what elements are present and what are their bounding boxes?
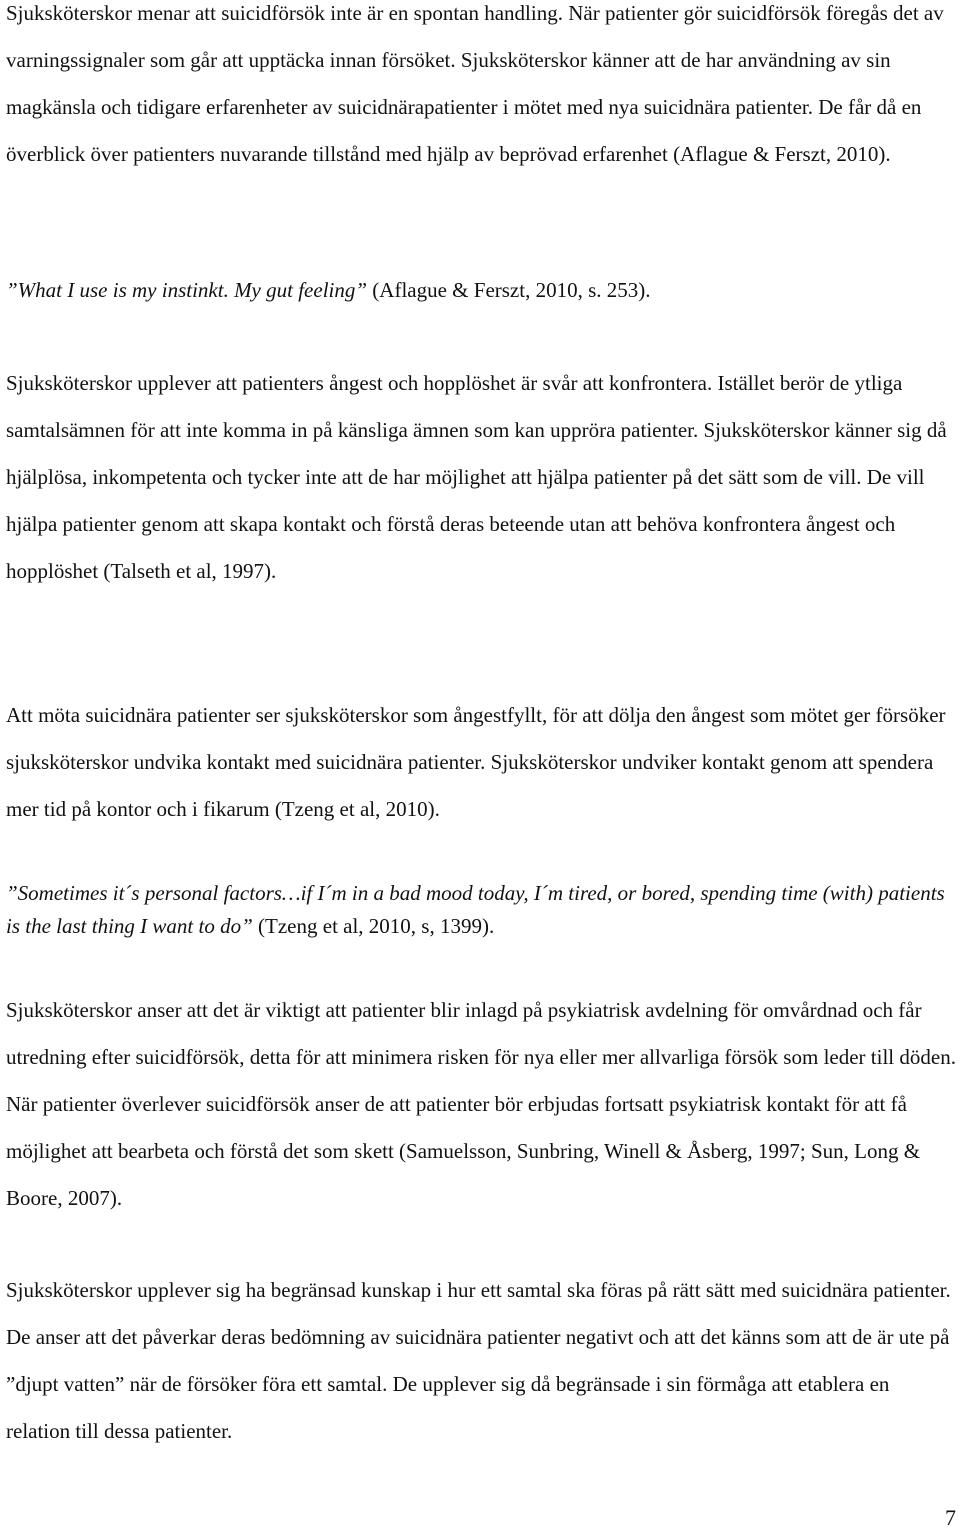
quote-text: ”What I use is my instinkt. My gut feeling” xyxy=(6,278,368,302)
page-number: 7 xyxy=(945,1505,956,1530)
quote-text: ”Sometimes it´s personal factors…if I´m in a bad mood today, I´m tired, or bored, spending time (with) patients is the last thing I want to do” xyxy=(6,881,945,938)
quote-citation: (Tzeng et al, 2010, s, 1399). xyxy=(252,914,495,938)
quote-personal-factors xyxy=(6,877,956,943)
paragraph-warning-signals: Sjuksköterskor menar att suicidförsök inte är en spontan handling. När patienter gör suicidförsök föregås det av varningssignaler som går att upptäcka innan försöket. Sjuksköterskor känner att de har användning av sin magkänsla och tidigare erfarenheter av suicidnärapatienter i mötet med nya suicidnära patienter. De får då en överblick över patienters nuvarande tillstånd med hjälp av beprövad erfarenhet (Aflague & Ferszt, 2010). xyxy=(6,1,944,166)
paragraph-avoidance: Att möta suicidnära patienter ser sjuksköterskor som ångestfyllt, för att dölja den ångest som mötet ger försöker sjuksköterskor undvika kontakt med suicidnära patienter. Sjuksköterskor undviker kontakt genom att spendera mer tid på kontor och i fikarum (Tzeng et al, 2010). xyxy=(6,703,946,821)
quote-gut-feeling xyxy=(6,267,956,314)
paragraph-psychiatric-care: Sjuksköterskor anser att det är viktigt att patienter blir inlagd på psykiatrisk avdelning för omvårdnad och får utredning efter suicidförsök, detta för att minimera risken för nya eller mer allvarliga försök som leder till döden. När patienter överlever suicidförsök anser de att patienter bör erbjudas fortsatt psykiatrisk kontakt för att få möjlighet att bearbeta och förstå det som skett (Samuelsson, Sunbring, Winell & Åsberg, 1997; Sun, Long & Boore, 2007). xyxy=(6,998,956,1210)
quote-citation: (Aflague & Ferszt, 2010, s. 253). xyxy=(367,278,651,302)
paragraph-confrontation: Sjuksköterskor upplever att patienters ångest och hopplöshet är svår att konfrontera. Istället berör de ytliga samtalsämnen för att inte komma in på känsliga ämnen som kan uppröra patienter. Sjuksköterskor känner sig då hjälplösa, inkompetenta och tycker inte att de har möjlighet att hjälpa patienter på det sätt som de vill. De vill hjälpa patienter genom att skapa kontakt och förstå deras beteende utan att behöva konfrontera ångest och hopplöshet (Talseth et al, 1997). xyxy=(6,371,947,583)
paragraph-limited-knowledge: Sjuksköterskor upplever sig ha begränsad kunskap i hur ett samtal ska föras på rätt sätt med suicidnära patienter. De anser att det påverkar deras bedömning av suicidnära patienter negativt och att det känns som att de är ute på ”djupt vatten” när de försöker föra ett samtal. De upplever sig då begränsade i sin förmåga att etablera en relation till dessa patienter. xyxy=(6,1278,951,1443)
